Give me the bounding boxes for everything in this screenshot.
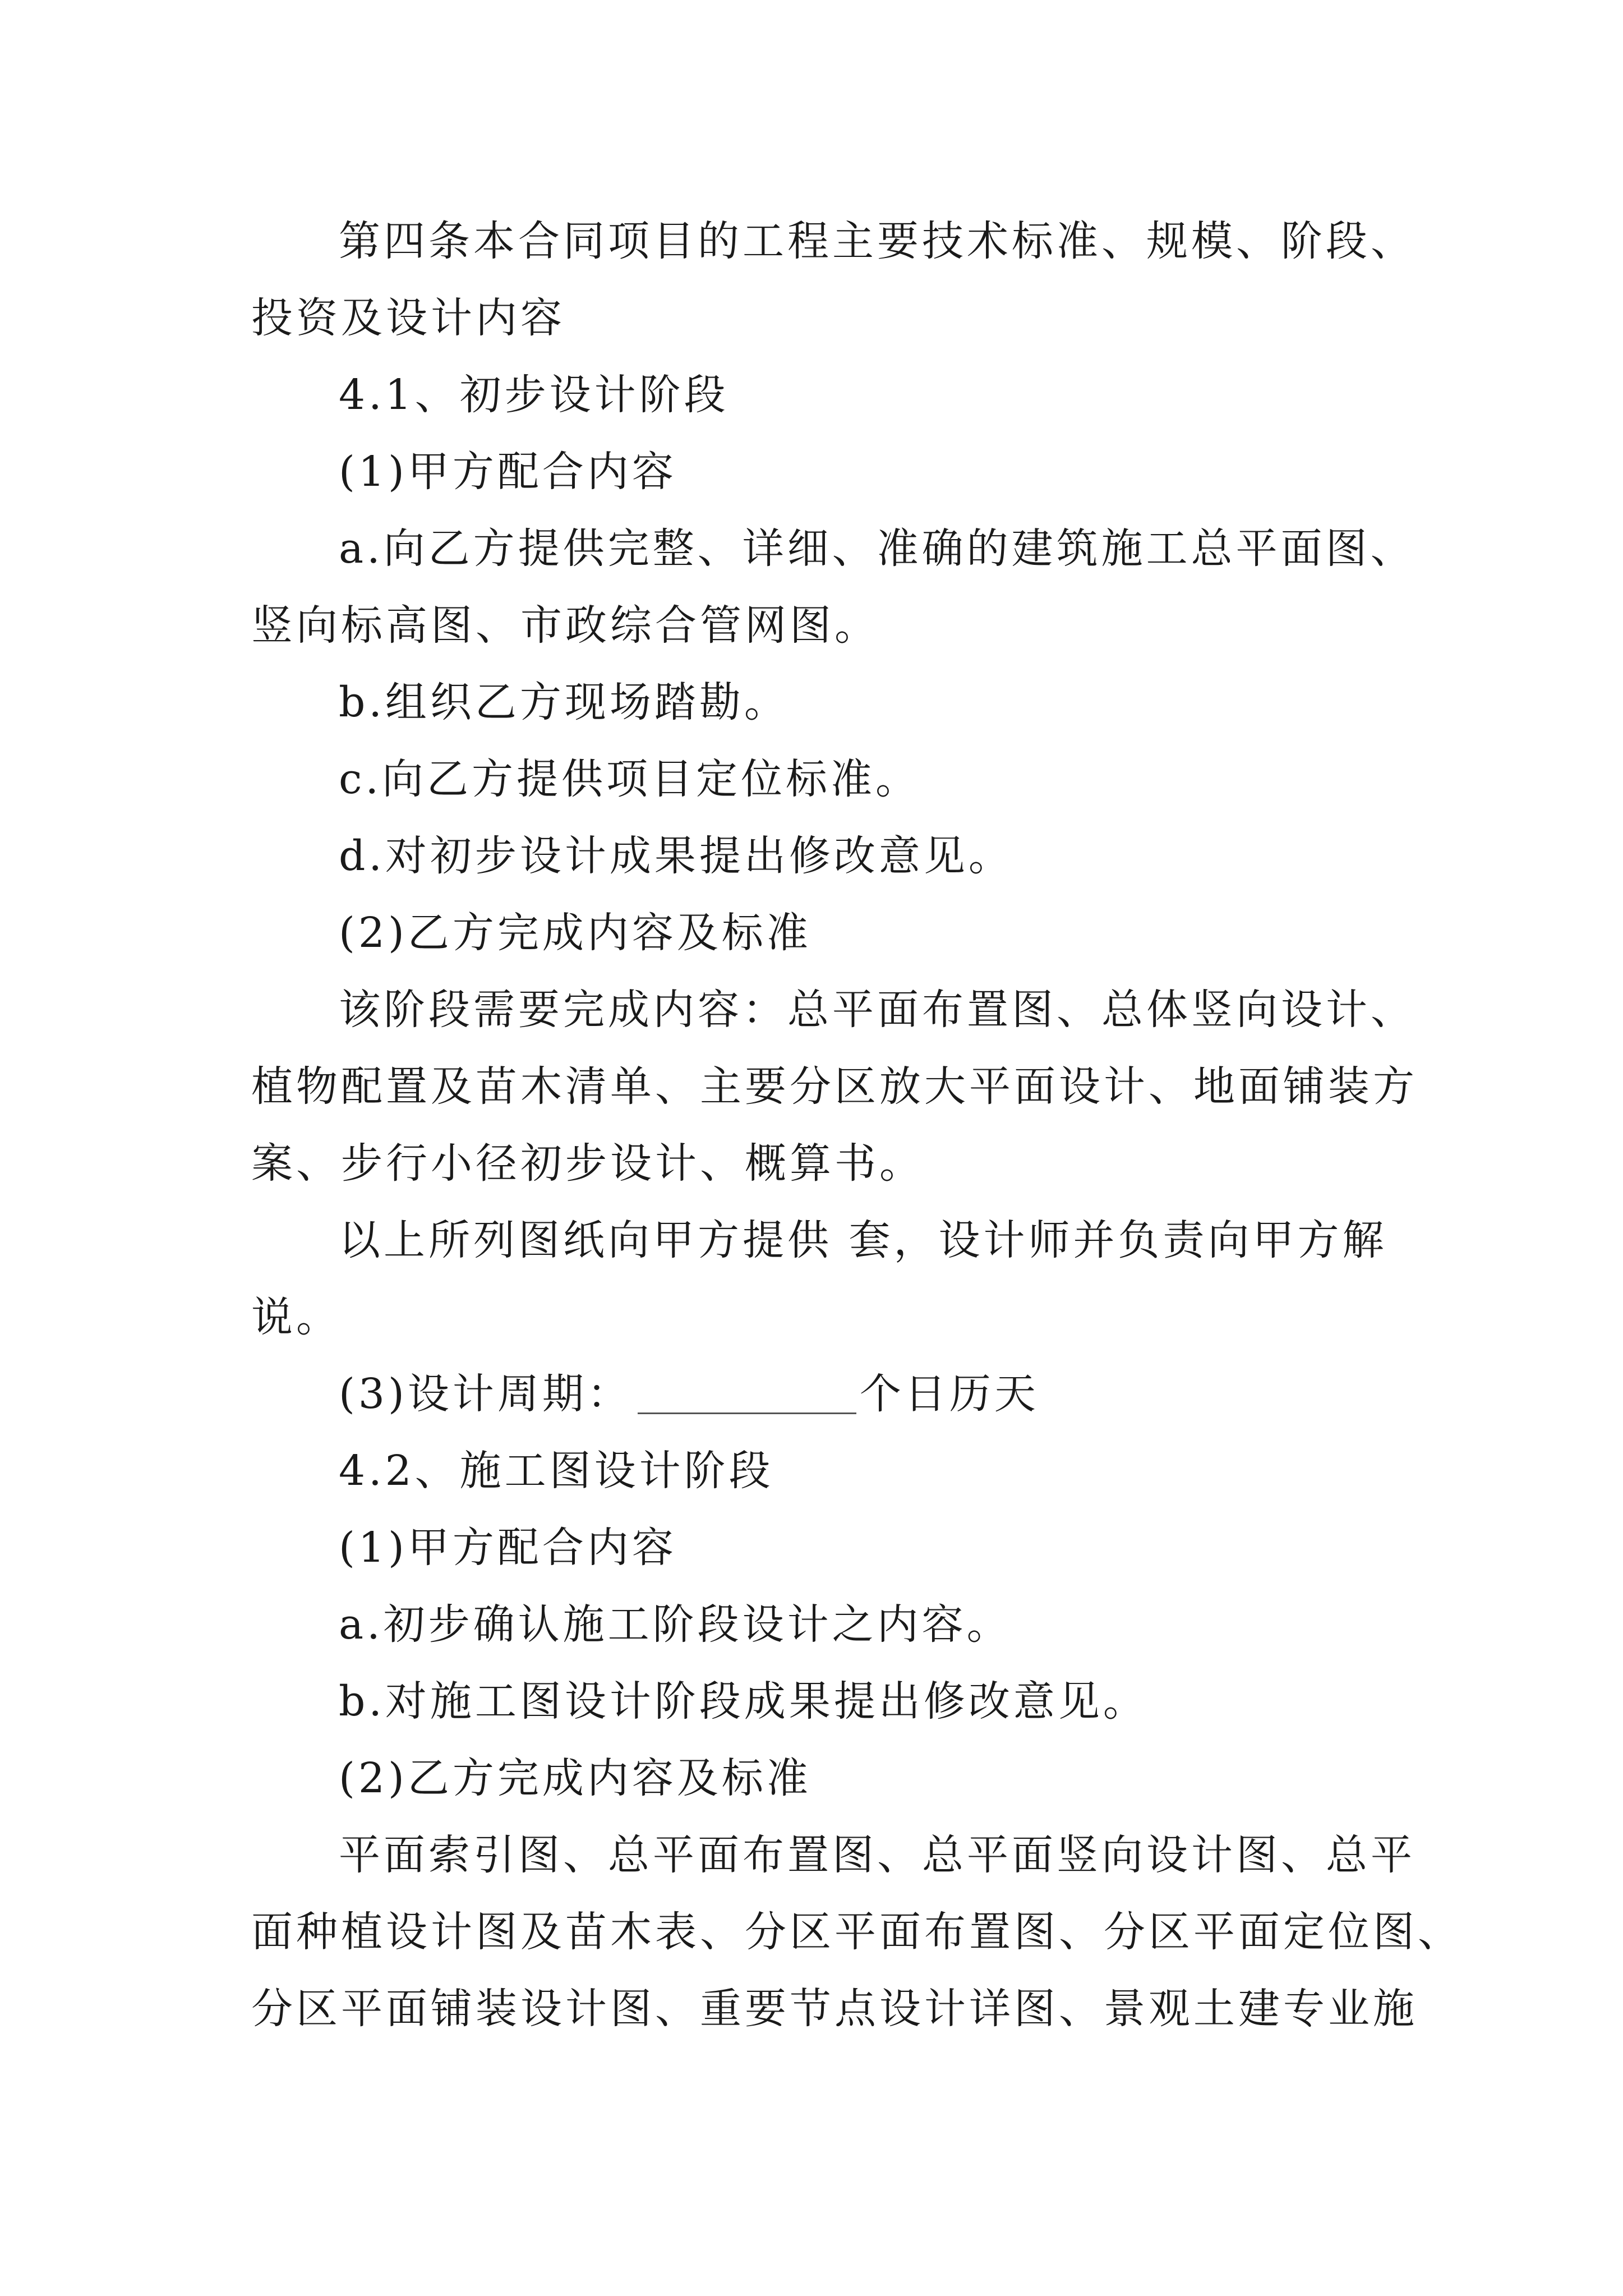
drawings-para-cont: 说。 <box>251 1293 341 1341</box>
item-b-2: b.对施工图设计阶段成果提出修改意见。 <box>339 1677 1148 1726</box>
item-a-2: a.初步确认施工阶段设计之内容。 <box>339 1600 1012 1649</box>
item-b-1: b.组织乙方现场踏勘。 <box>339 678 789 726</box>
stage-content-para: 该阶段需要完成内容：总平面布置图、总体竖向设计、 <box>339 986 1415 1034</box>
design-period-unit: 个日历天 <box>859 1370 1039 1418</box>
article-4-heading-cont: 投资及设计内容 <box>251 294 565 342</box>
section-4-1-heading: 4.1、初步设计阶段 <box>339 371 729 419</box>
deliverables-para: 平面索引图、总平面布置图、总平面竖向设计图、总平 <box>339 1831 1415 1879</box>
drawings-para: 以上所列图纸向甲方提供 套，设计师并负责向甲方解 <box>339 1216 1387 1264</box>
item-a-1-cont: 竖向标高图、市政综合管网图。 <box>251 601 879 650</box>
item-a-1: a.向乙方提供完整、详细、准确的建筑施工总平面图、 <box>339 524 1415 573</box>
deliverables-para-cont-2: 分区平面铺装设计图、重要节点设计详图、景观土建专业施 <box>251 1985 1418 2033</box>
item-d-1: d.对初步设计成果提出修改意见。 <box>339 832 1013 880</box>
deliverables-para-cont-1: 面种植设计图及苗木表、分区平面布置图、分区平面定位图、 <box>251 1908 1463 1956</box>
party-a-heading-1: (1)甲方配合内容 <box>339 448 677 496</box>
stage-content-para-cont-2: 案、步行小径初步设计、概算书。 <box>251 1139 924 1188</box>
design-period-line <box>339 1366 1488 1422</box>
section-4-2-heading: 4.2、施工图设计阶段 <box>339 1447 774 1495</box>
party-b-heading-1: (2)乙方完成内容及标准 <box>339 909 811 957</box>
article-4-heading: 第四条本合同项目的工程主要技术标准、规模、阶段、 <box>339 217 1415 265</box>
item-c-1: c.向乙方提供项目定位标准。 <box>339 755 920 803</box>
design-period-blank <box>638 1373 856 1414</box>
party-b-heading-2: (2)乙方完成内容及标准 <box>339 1754 811 1802</box>
stage-content-para-cont-1: 植物配置及苗木清单、主要分区放大平面设计、地面铺装方 <box>251 1062 1418 1111</box>
party-a-heading-2: (1)甲方配合内容 <box>339 1524 677 1572</box>
design-period-label: (3)设计周期： <box>339 1370 632 1418</box>
